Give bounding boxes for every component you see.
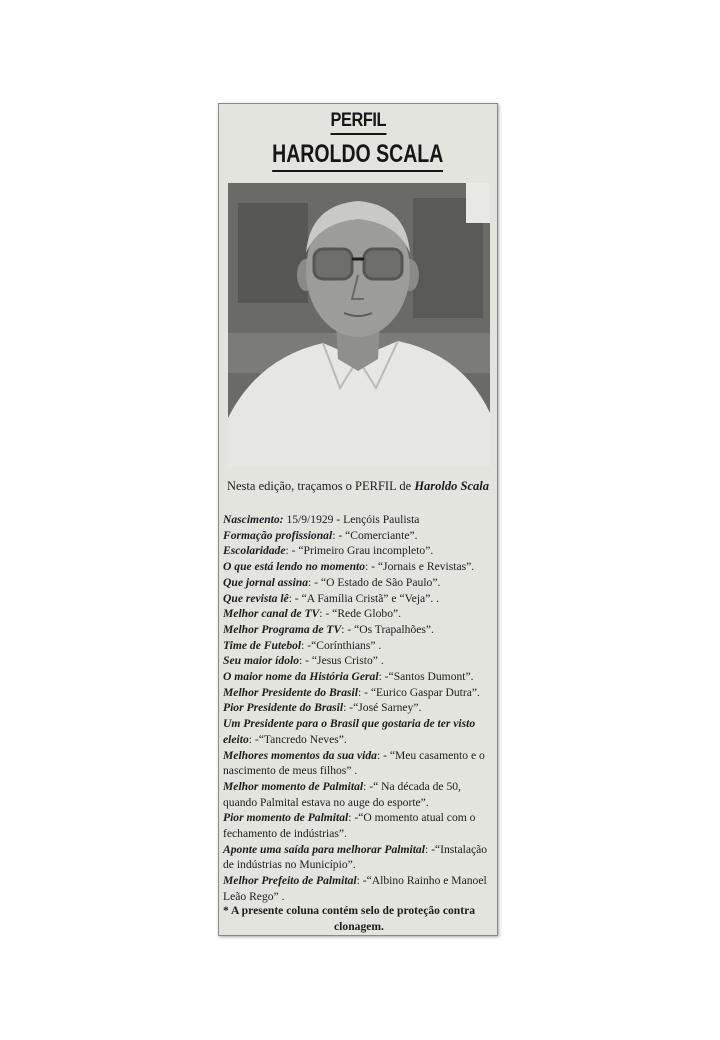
- profile-item: [223, 700, 495, 716]
- profile-item-value: : - “Rede Globo”.: [319, 607, 402, 621]
- profile-item-label: Time de Futebol: [223, 638, 302, 652]
- profile-item-label: Melhor Programa de TV: [223, 622, 342, 636]
- profile-item-label: Nascimento:: [223, 513, 284, 526]
- profile-item-value: : - “A Família Cristã” e “Veja”. .: [288, 591, 440, 605]
- profile-item-value: : -“Santos Dumont”.: [378, 670, 474, 684]
- profile-item-label: Melhores momentos da sua vida: [223, 748, 377, 762]
- profile-item-label: Que jornal assina: [223, 575, 309, 589]
- profile-item-value: : - “Comerciante”.: [332, 528, 418, 542]
- profile-item-value: : - “Eurico Gaspar Dutra”.: [357, 685, 480, 699]
- profile-item-label: Pior Presidente do Brasil: [223, 701, 344, 715]
- profile-item: [223, 779, 495, 810]
- profile-item: [223, 873, 495, 904]
- newspaper-clipping: [218, 103, 498, 936]
- profile-item: [223, 559, 495, 575]
- profile-item: [223, 653, 495, 669]
- profile-name-headline: HAROLDO SCALA: [219, 140, 497, 172]
- profile-item-label: Formação profissional: [223, 528, 333, 542]
- profile-item: [223, 543, 495, 559]
- profile-item-value: : - “O Estado de São Paulo”.: [308, 575, 441, 589]
- footnote: * A presente coluna contém selo de proteção contra clonagem.: [223, 904, 476, 933]
- profile-item-label: Melhor Prefeito de Palmital: [223, 874, 357, 888]
- profile-item-label: Melhor canal de TV: [223, 607, 320, 621]
- profile-item-label: Um Presidente para o Brasil que gostaria de ter visto eleito: [223, 717, 476, 746]
- profile-item: [223, 748, 495, 779]
- profile-item: [223, 716, 495, 747]
- profile-item-value: 15/9/1929 - Lençóis Paulista: [283, 513, 420, 526]
- profile-item: [223, 512, 495, 528]
- profile-item: [223, 622, 495, 638]
- profile-item-label: O que está lendo no momento: [223, 560, 366, 574]
- profile-item-value: : - “Meu casamento e o nascimento de meus filhos” .: [223, 748, 485, 778]
- profile-item: [223, 638, 495, 654]
- profile-item-label: Melhor momento de Palmital: [223, 779, 364, 793]
- profile-item-value: : -“Tancredo Neves”.: [248, 732, 347, 746]
- profile-item-label: Escolaridade: [223, 544, 286, 558]
- section-kicker: PERFIL: [219, 110, 497, 135]
- portrait-photo: [228, 183, 490, 467]
- profile-questions: [223, 512, 495, 905]
- profile-item-value: : -“ Na década de 50, quando Palmital estava no auge do esporte”.: [223, 779, 461, 809]
- photo-caption: Nesta edição, traçamos o PERFIL de Haroldo Scala: [226, 479, 489, 493]
- portrait-illustration: [228, 183, 490, 467]
- profile-item-label: Seu maior ídolo: [223, 654, 300, 668]
- profile-item-value: : - “Jornais e Revistas”.: [365, 560, 475, 574]
- profile-item: [223, 810, 495, 841]
- profile-item-value: : - “Os Trapalhões”.: [341, 622, 434, 636]
- profile-item: [223, 669, 495, 685]
- profile-item-label: O maior nome da História Geral: [223, 670, 379, 684]
- profile-item: [223, 685, 495, 701]
- profile-item-label: Pior momento de Palmital: [223, 811, 349, 825]
- profile-item-value: : -“Albino Rainho e Manoel Leão Rego” .: [223, 874, 487, 903]
- profile-item: [223, 591, 495, 607]
- profile-item: [223, 842, 495, 873]
- profile-item-value: : -“José Sarney”.: [343, 701, 422, 715]
- profile-item-value: : - “Jesus Cristo” .: [299, 654, 384, 668]
- profile-item-label: Que revista lê: [223, 591, 289, 605]
- profile-item-label: Melhor Presidente do Brasil: [223, 685, 358, 699]
- profile-item-value: : -“O momento atual com o fechamento de indústrias”.: [223, 811, 476, 841]
- profile-item-label: Aponte uma saída para melhorar Palmital: [223, 842, 425, 856]
- profile-item: [223, 606, 495, 622]
- profile-item-value: : -“Corínthians” .: [301, 638, 382, 652]
- profile-item-value: : -“Instalação de indústrias no Município”.: [223, 842, 488, 872]
- profile-item: [223, 528, 495, 544]
- profile-item-value: : - “Primeiro Grau incompleto”.: [285, 544, 434, 558]
- profile-item: [223, 575, 495, 591]
